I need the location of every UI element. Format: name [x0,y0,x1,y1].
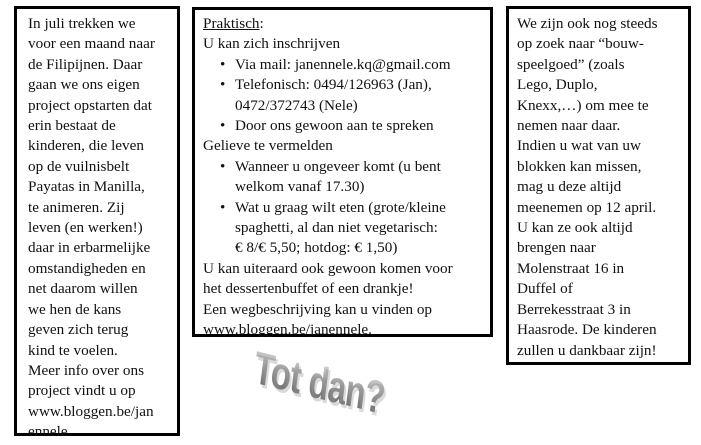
left-text-line: omstandigheden en [28,259,146,277]
right-text-line: blokken kan missen, [517,157,642,175]
left-text-line: project vindt u op [28,382,136,400]
right-text-line: U kan ze ook altijd [517,219,633,237]
right-text-line: nemen naar daar. [517,117,621,135]
right-text-line: Lego, Duplo, [517,76,598,94]
toy-request-box [506,6,691,365]
right-text-line: speelgoed” (zoals [517,55,625,73]
left-text-line: Meer info over ons [28,361,144,379]
left-text-line: daar in erbarmelijke [28,239,151,257]
bullet-icon: • [220,55,226,73]
left-text-box [14,6,180,441]
signup-item [203,116,484,136]
mention-intro: Gelieve te vermelden [203,137,333,155]
left-text-line: kind te voelen. [28,341,118,359]
left-text-line: net daarom willen [28,280,138,298]
mention-item [203,157,484,198]
mention-item-text: Wat u graag wilt eten (grote/kleine [235,198,446,216]
closing-line: Een wegbeschrijving kan u vinden op [203,300,433,318]
right-text-line: Molenstraat 16 in [517,259,625,277]
right-text-line: Knexx,…) om mee te [517,96,649,114]
mention-item [203,198,484,259]
closing-line: het dessertenbuffet of een drankje! [203,280,414,298]
signup-item-text: Telefonisch: 0494/126963 (Jan), [235,76,432,94]
signup-list [203,55,484,137]
right-text-line: Indien u wat van uw [517,137,641,155]
right-text-line: brengen naar [517,239,596,257]
practical-heading-line [203,14,484,34]
practical-info-box [192,7,493,337]
signup-item [203,75,484,116]
signup-intro: U kan zich inschrijven [203,35,341,53]
mention-item-text: Wanneer u ongeveer komt (u bent [235,157,441,175]
right-text-line: We zijn ook nog steeds [517,15,658,32]
right-text-line: op zoek naar “bouw- [517,35,644,53]
left-text-line: Payatas in Manilla, [28,178,145,196]
left-text-line: op de vuilnisbelt [28,157,130,175]
left-text-line: ennele. [28,423,72,441]
left-text-line: we hen de kans [28,300,122,318]
mention-list [203,157,484,259]
right-text-line: Berrekesstraat 3 in [517,300,631,318]
bullet-icon: • [220,117,226,135]
bullet-icon: • [220,76,226,94]
left-text-line: kinderen, die leven [28,137,144,155]
farewell-wordart: Tot dan? [251,340,388,424]
closing-line: U kan uiteraard ook gewoon komen voor [203,259,453,277]
bullet-icon: • [220,157,226,175]
right-text-line: Haasrode. De kinderen [517,321,657,339]
left-text-line: leven (en werken!) [28,219,143,237]
mention-item-text: welkom vanaf 17.30) [235,178,365,196]
signup-item-text: 0472/372743 (Nele) [235,96,358,114]
left-text-line: voor een maand naar [28,35,155,53]
mention-item-text: € 8/€ 5,50; hotdog: € 1,50) [235,239,398,257]
left-text-line: te animeren. Zij [28,198,125,216]
left-text-line: de Filipijnen. Daar [28,55,143,73]
left-text-line: geven zich terug [28,321,129,339]
right-text-line: meenemen op 12 april. [517,198,657,216]
left-text-line: www.bloggen.be/jan [28,402,154,420]
right-text-line: Duffel of [517,280,573,298]
right-text-line: mag u deze altijd [517,178,622,196]
left-text-line: erin bestaat de [28,117,116,135]
mention-item-text: spaghetti, al dan niet vegetarisch: [235,219,438,237]
practical-heading: Praktisch [203,15,260,32]
closing-line: www.bloggen.be/janennele. [203,321,372,339]
practical-heading-colon: : [259,15,264,32]
left-text-line: gaan we ons eigen [28,76,140,94]
signup-item-text: Door ons gewoon aan te spreken [235,117,434,135]
bullet-icon: • [220,198,226,216]
left-text-line: project opstarten dat [28,96,152,114]
signup-item-text: Via mail: janennele.kq@gmail.com [235,55,451,73]
signup-item [203,55,484,75]
closing-text [203,259,484,341]
right-text-line: zullen u dankbaar zijn! [517,341,657,359]
left-text-line: In juli trekken we [28,15,136,32]
